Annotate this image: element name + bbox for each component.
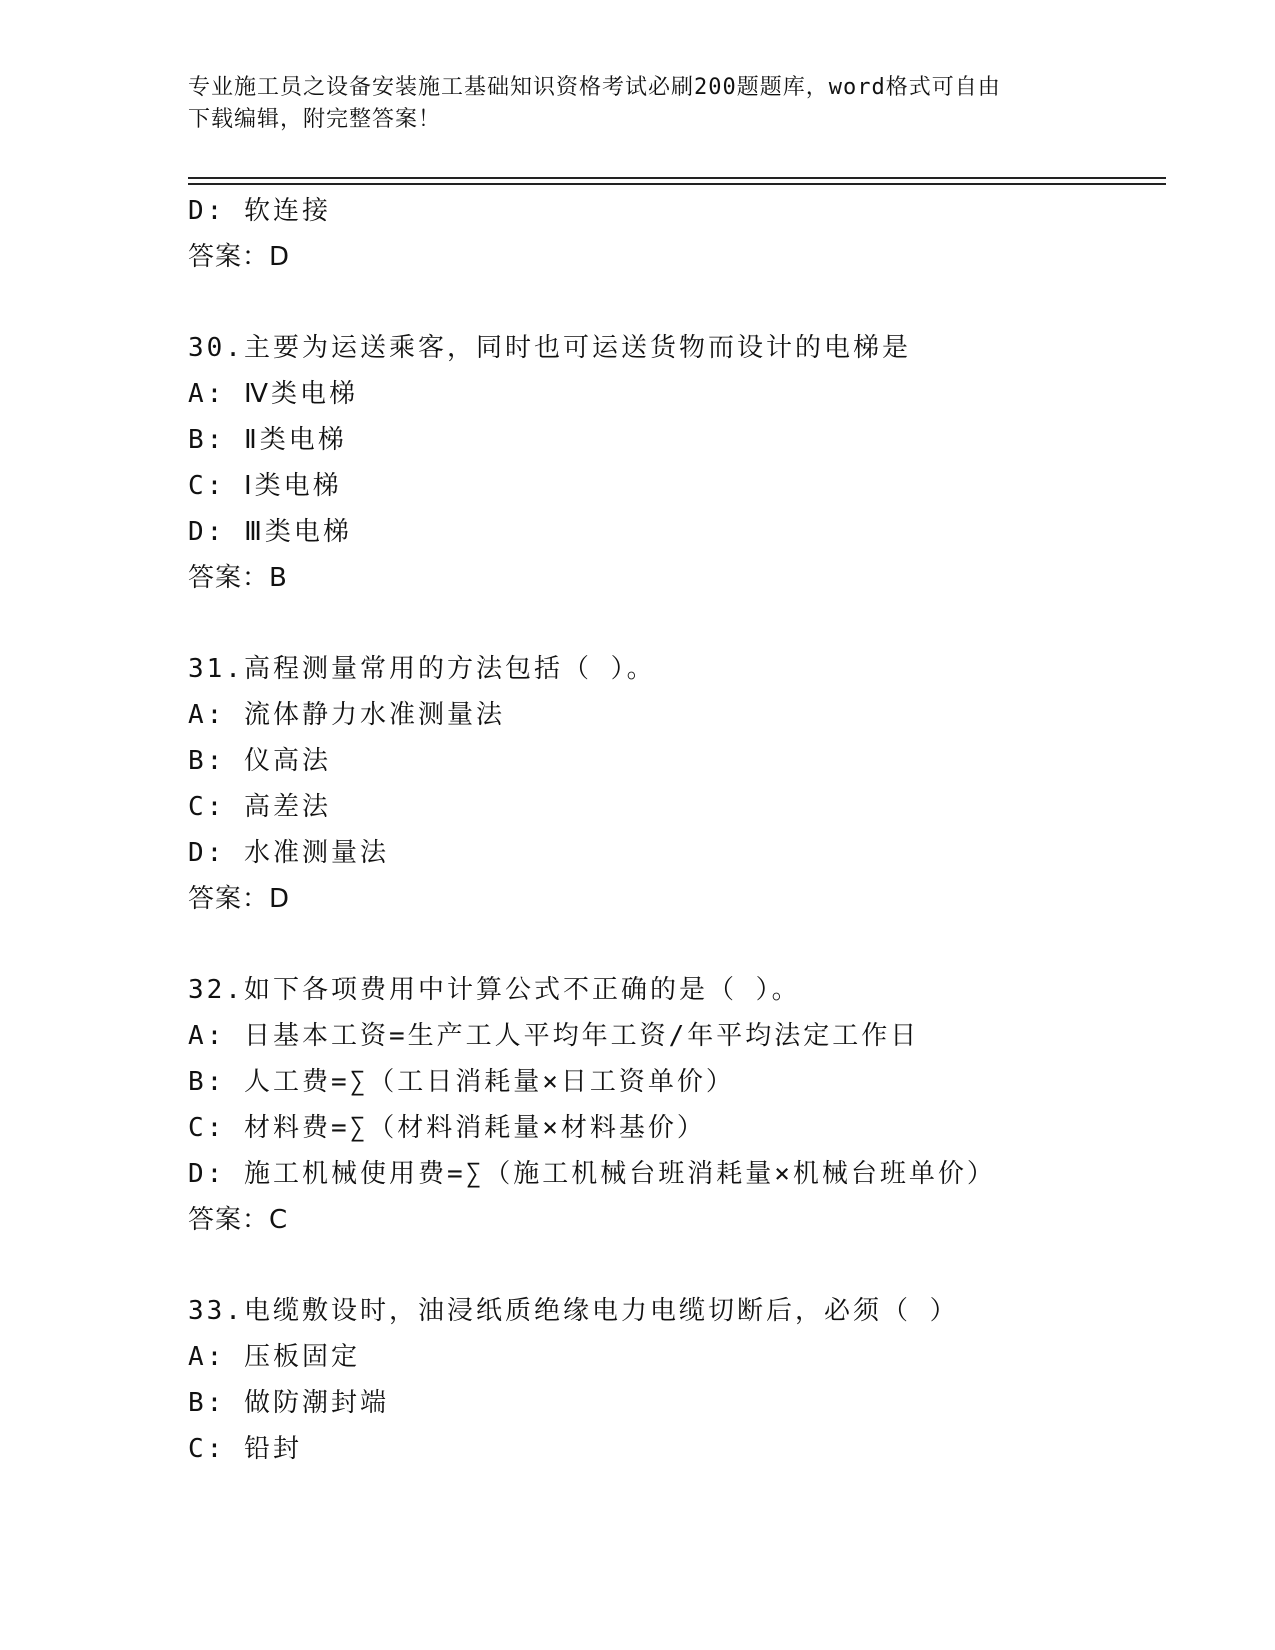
- option-b: B: 人工费=∑（工日消耗量×日工资单价）: [188, 1067, 735, 1097]
- option-c: C: 铅封: [188, 1434, 302, 1464]
- question-stem: 32.如下各项费用中计算公式不正确的是（ ）。: [188, 975, 801, 1005]
- question-31: [188, 646, 1168, 922]
- option-c: C: 材料费=∑（材料消耗量×材料基价）: [188, 1113, 706, 1143]
- option-a: A: 流体静力水准测量法: [188, 700, 505, 730]
- header-divider-bottom: [188, 183, 1166, 185]
- question-30: [188, 325, 1168, 601]
- question-stem: 30.主要为运送乘客，同时也可运送货物而设计的电梯是: [188, 333, 911, 363]
- option-a: A: 压板固定: [188, 1342, 360, 1372]
- answer-line: 答案：D: [188, 884, 291, 914]
- answer-line: 答案：C: [188, 1205, 289, 1235]
- option-d: D: 软连接: [188, 196, 331, 226]
- option-c: C: 高差法: [188, 792, 331, 822]
- header-line-2: 下载编辑，附完整答案！: [188, 107, 442, 132]
- option-a: A: 日基本工资=生产工人平均年工资/年平均法定工作日: [188, 1021, 920, 1051]
- question-32: [188, 967, 1168, 1243]
- question-stem: 33.电缆敷设时，油浸纸质绝缘电力电缆切断后，必须（ ）: [188, 1296, 959, 1326]
- question-list: [188, 188, 1168, 1472]
- header-divider-top: [188, 177, 1166, 179]
- option-d: D: 施工机械使用费=∑（施工机械台班消耗量×机械台班单价）: [188, 1159, 996, 1189]
- question-stem: 31.高程测量常用的方法包括（ ）。: [188, 654, 656, 684]
- option-d: D: Ⅲ类电梯: [188, 517, 352, 547]
- answer-line: 答案：B: [188, 563, 288, 593]
- option-b: B: 做防潮封端: [188, 1388, 389, 1418]
- header-line-1: 专业施工员之设备安装施工基础知识资格考试必刷200题题库，word格式可自由: [188, 75, 1001, 100]
- option-b: B: Ⅱ类电梯: [188, 425, 347, 455]
- option-a: A: Ⅳ类电梯: [188, 379, 358, 409]
- option-b: B: 仪高法: [188, 746, 331, 776]
- question-29-continuation: [188, 188, 1168, 280]
- question-33: [188, 1288, 1168, 1472]
- option-c: C: Ⅰ类电梯: [188, 471, 342, 501]
- option-d: D: 水准测量法: [188, 838, 389, 868]
- document-header: [188, 72, 1068, 136]
- answer-line: 答案：D: [188, 242, 291, 272]
